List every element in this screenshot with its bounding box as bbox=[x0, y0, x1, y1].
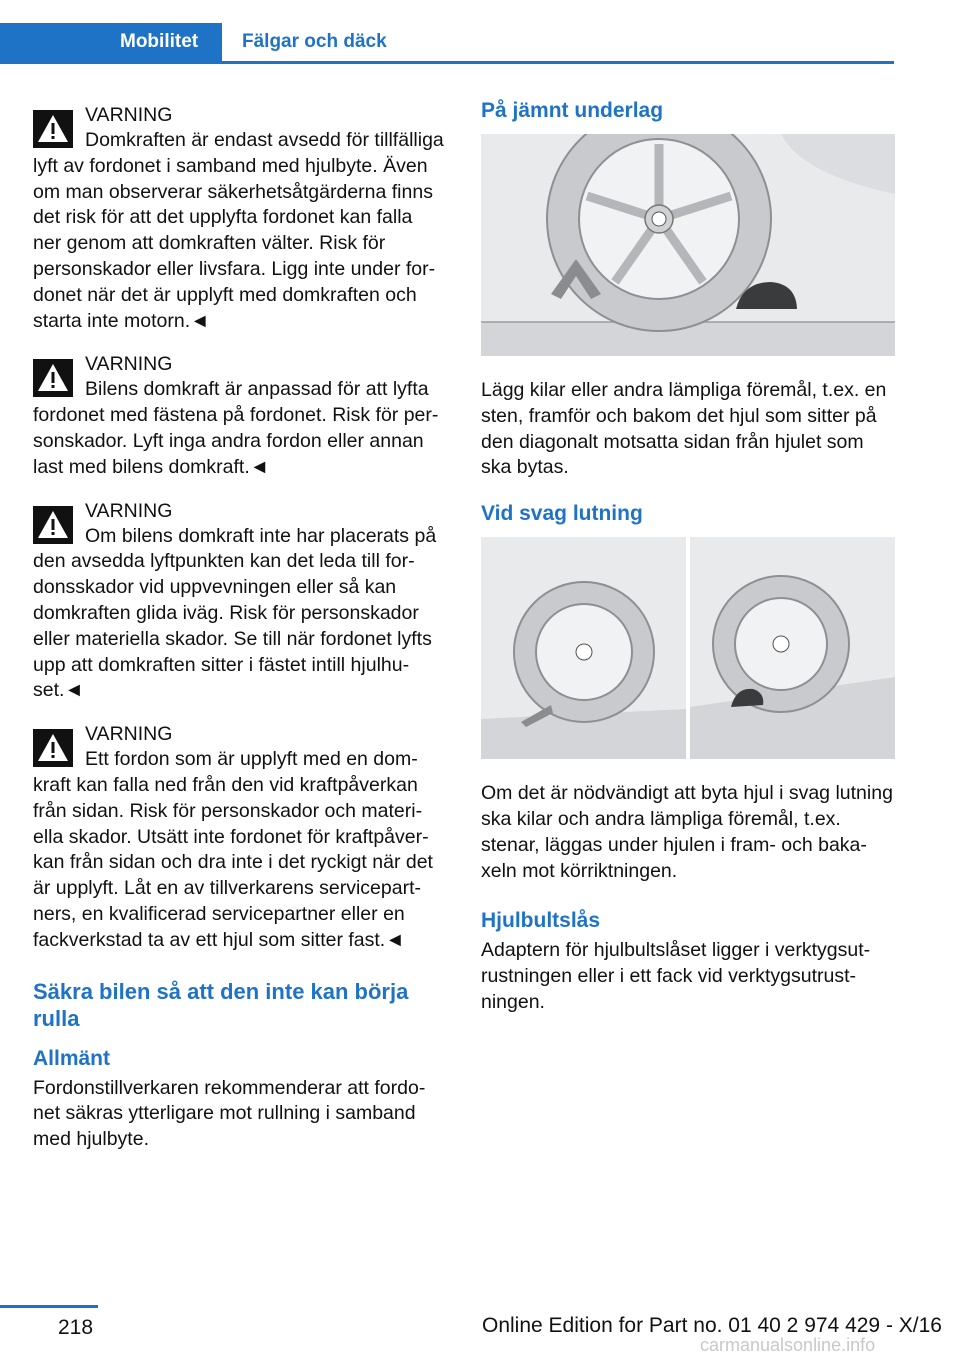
footer-edition: Online Edition for Part no. 01 40 2 974 429 - X/16 bbox=[482, 1314, 942, 1337]
subsection-title: Allmänt bbox=[33, 1046, 111, 1070]
warning-icon bbox=[33, 359, 73, 397]
tab-mobilitet[interactable]: Mobilitet bbox=[0, 23, 222, 61]
warning-title: VARNING bbox=[85, 723, 173, 746]
text-slight-slope: Om det är nödvändigt att byta hjul i svag lutning ska kilar och andra lämpliga föremål, t.ex. stenar, läggas under hjulen i fram- och bakaxeln mot körriktningen. bbox=[481, 782, 893, 882]
section-title: Säkra bilen så att den inte kan börja rulla bbox=[33, 978, 409, 1031]
warning-title: VARNING bbox=[85, 104, 173, 126]
warning-title: VARNING bbox=[85, 353, 173, 376]
warning-title: VARNING bbox=[85, 499, 173, 522]
warning-icon bbox=[33, 110, 73, 148]
warning-block bbox=[33, 351, 445, 480]
watermark: carmanualsonline.info bbox=[700, 1335, 876, 1355]
warning-block bbox=[33, 721, 445, 953]
warning-icon bbox=[33, 729, 73, 767]
page-number: 218 bbox=[58, 1316, 94, 1339]
warning-icon bbox=[33, 506, 73, 544]
tab-falgar-och-dack[interactable]: Fälgar och däck bbox=[242, 31, 387, 52]
left-column bbox=[33, 98, 445, 1153]
warning-text: Domkraften är endast avsedd för tillfälliga lyft av fordonet i samband med hjulbyte. Även om man observerar säkerhetsåtgärderna finns det risk för att det upplyfta fordonet kan falla ner genom att domkraften välter. Risk för personskador eller livsfara. Ligg inte under fordonet när det är upplyft med domkraften och starta inte motorn.◄ bbox=[33, 129, 444, 332]
right-column bbox=[481, 98, 893, 1016]
wheel-chock-slope-illustration bbox=[481, 537, 895, 759]
heading-slight-slope: Vid svag lutning bbox=[481, 502, 643, 526]
warning-block bbox=[33, 498, 445, 705]
page-number-rule bbox=[0, 1305, 98, 1308]
text-wheel-lock: Adaptern för hjulbultslåset ligger i verktygsutrustningen eller i ett fack vid verktygsutrustningen. bbox=[481, 939, 871, 1013]
warning-text: Bilens domkraft är anpassad för att lyfta fordonet med fästena på fordonet. Risk för personskador. Lyft inga andra fordon eller annan last med bilens domkraft.◄ bbox=[33, 378, 439, 478]
warning-block bbox=[33, 102, 445, 334]
warning-text: Ett fordon som är upplyft med en domkraft kan falla ned från den vid kraftpåverkan från sidan. Risk för personskador och materiella skador. Utsätt inte fordonet för kraftpåverkan från sidan och dra inte i det ryckigt när det är upplyft. Låt en av tillverkarens servicepartners, en kvalificerad servicepartner eller en fackverkstad ta av ett hjul som sitter fast.◄ bbox=[33, 748, 433, 951]
wheel-chock-flat-illustration bbox=[481, 134, 895, 356]
heading-wheel-lock: Hjulbultslås bbox=[481, 909, 601, 933]
warning-text: Om bilens domkraft inte har placerats på den avsedda lyftpunkten kan det leda till fordonsskador vid uppvevningen eller så kan domkraften glida iväg. Risk för personskador eller materiella skador. Se till när fordonet lyfts upp att domkraften sitter i fästet intill hjulhuset.◄ bbox=[33, 524, 437, 702]
header-tabbar bbox=[0, 23, 894, 64]
text-flat-ground: Lägg kilar eller andra lämpliga föremål, t.ex. en sten, framför och bakom det hjul som sitter på den diagonalt motsatta sidan från hjulet som ska bytas. bbox=[481, 379, 887, 479]
heading-flat-ground: På jämnt underlag bbox=[481, 99, 664, 122]
subsection-text: Fordonstillverkaren rekommenderar att fordonet säkras ytterligare mot rullning i samband med hjulbyte. bbox=[33, 1076, 426, 1151]
